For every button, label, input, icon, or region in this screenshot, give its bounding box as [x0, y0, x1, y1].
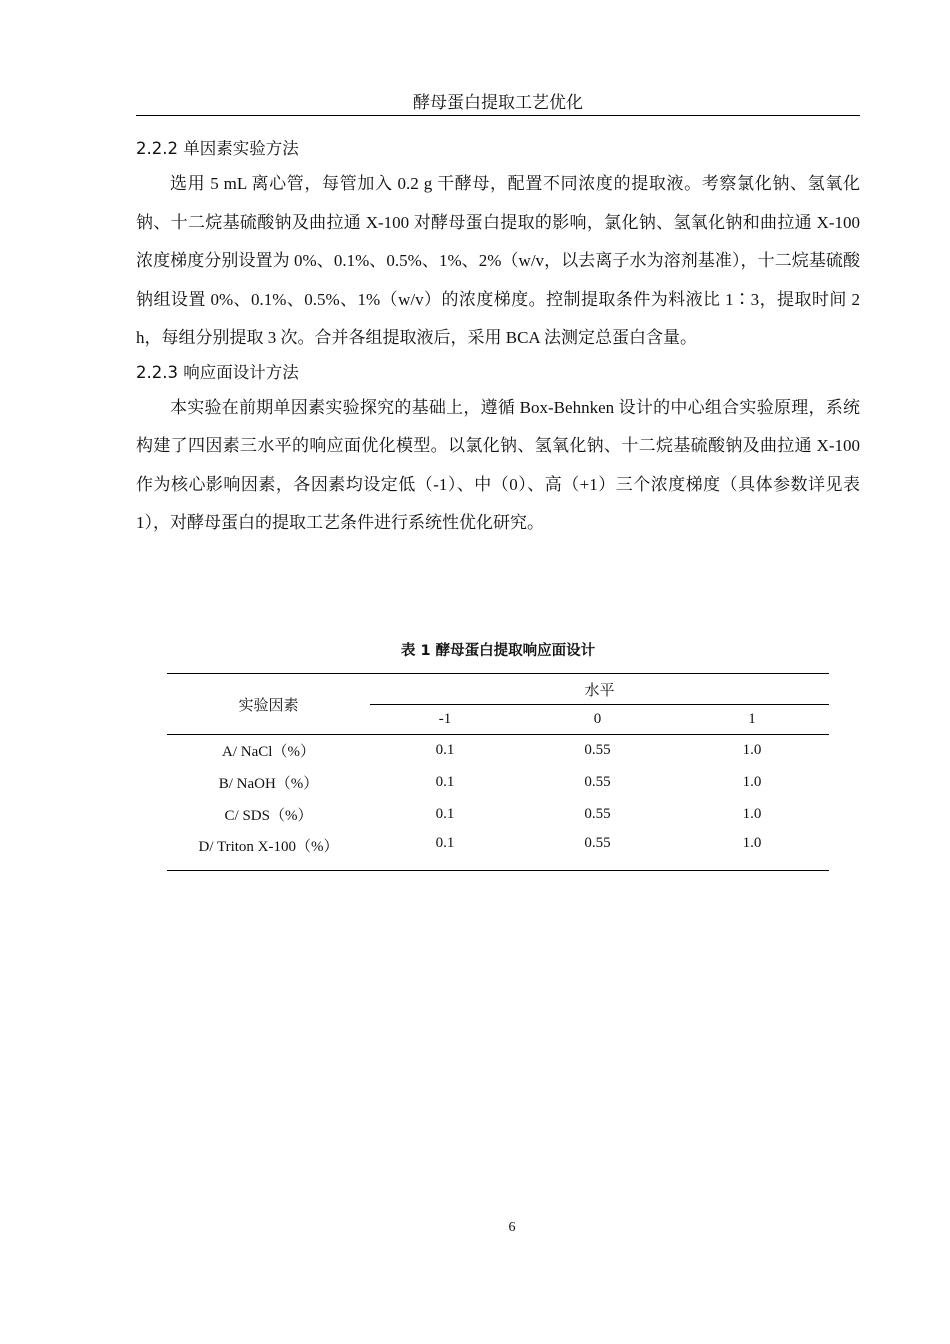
cell-value: 1.0	[742, 774, 762, 790]
cell-value: 1.0	[742, 742, 762, 759]
table-row	[167, 735, 829, 767]
body-text	[136, 136, 860, 543]
row-factor: B/ NaOH（%）	[218, 776, 319, 792]
paragraph-single-factor: 选用 5 mL 离心管，每管加入 0.2 g 干酵母，配置不同浓度的提取液。考察氯化钠、氢氧化钠、十二烷基硫酸钠及曲拉通 X-100 对酵母蛋白提取的影响，氯化钠、氢氧化钠和曲拉通 X-100 浓度梯度分别设置为 0%、0.1%、0.5%、1%、2%（w/v，以去离子水为溶剂基准），十二烷基硫酸钠组设置 0%、0.1%、0.5%、1%（w/v）的浓度梯度。控制提取条件为料液比 1∶3，提取时间 2 h，每组分别提取 3 次。合并各组提取液后，采用 BCA 法测定总蛋白含量。	[136, 174, 860, 347]
section-heading-response-surface: 2.2.3 响应面设计方法	[136, 362, 299, 382]
level-col-low: -1	[438, 711, 452, 727]
paragraph-response-surface: 本实验在前期单因素实验探究的基础上，遵循 Box-Behnken 设计的中心组合实验原理，系统构建了四因素三水平的响应面优化模型。以氯化钠、氢氧化钠、十二烷基硫酸钠及曲拉通 X-100 作为核心影响因素，各因素均设定低（-1）、中（0）、高（+1）三个浓度梯度（具体参数详见表 1），对酵母蛋白的提取工艺条件进行系统性优化研究。	[136, 397, 860, 532]
table-row	[167, 830, 829, 871]
table-caption: 表 1 酵母蛋白提取响应面设计	[400, 643, 596, 659]
cell-value: 0.55	[584, 774, 611, 790]
row-factor: A/ NaCl（%）	[222, 744, 315, 761]
cell-value: 1.0	[742, 834, 762, 851]
level-col-high: 1	[748, 711, 756, 727]
cell-value: 0.1	[435, 774, 455, 790]
factor-header: 实验因素	[238, 697, 299, 714]
design-table	[167, 673, 829, 871]
section-heading-single-factor: 2.2.2 单因素实验方法	[136, 139, 299, 158]
cell-value: 0.55	[584, 742, 611, 759]
page-number: 6	[508, 1220, 516, 1235]
cell-value: 0.1	[435, 742, 455, 759]
cell-value: 1.0	[742, 805, 762, 822]
row-factor: C/ SDS（%）	[224, 807, 313, 824]
running-header: 酵母蛋白提取工艺优化	[136, 92, 860, 116]
row-factor: D/ Triton X-100（%）	[198, 838, 339, 855]
cell-value: 0.1	[435, 805, 455, 822]
cell-value: 0.1	[435, 834, 455, 851]
table-row	[167, 799, 829, 830]
cell-value: 0.55	[584, 834, 611, 851]
cell-value: 0.55	[584, 805, 611, 822]
level-col-mid: 0	[593, 711, 602, 727]
level-header: 水平	[370, 674, 829, 705]
table-row	[167, 767, 829, 799]
